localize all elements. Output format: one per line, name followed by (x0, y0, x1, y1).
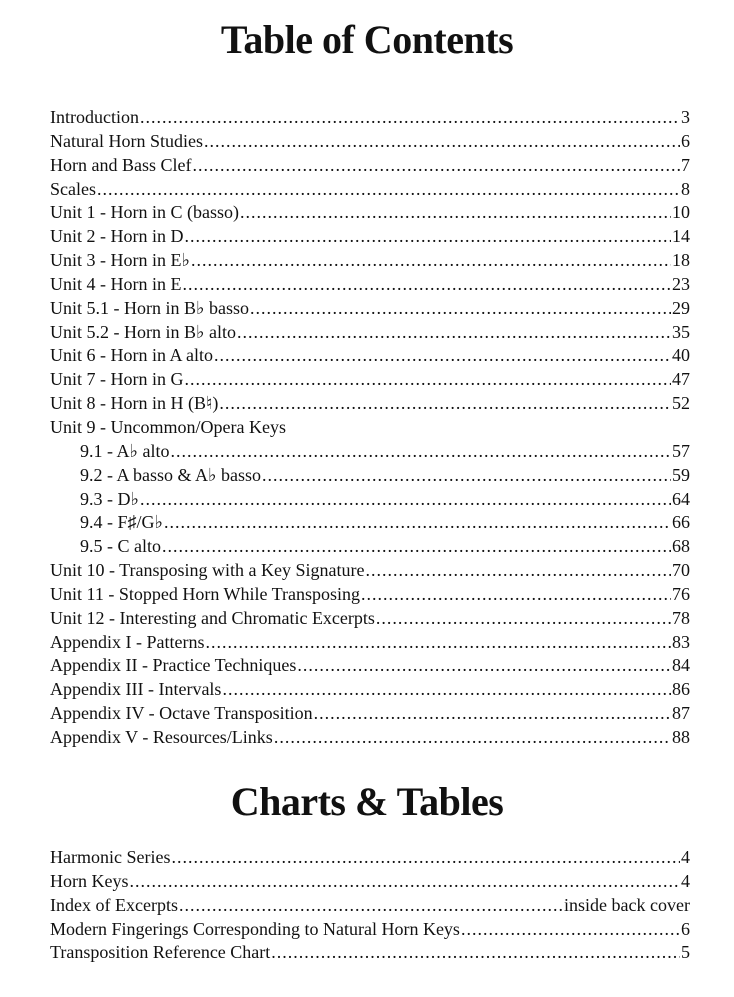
entry-page-number: 84 (672, 655, 690, 676)
dot-leader (140, 488, 671, 512)
toc-list (50, 106, 690, 750)
dot-leader (366, 559, 672, 583)
entry-page-number: 18 (672, 250, 690, 271)
entry-label: Unit 12 - Interesting and Chromatic Excerpts (50, 607, 375, 628)
entry-page-number: 6 (681, 130, 690, 151)
dot-leader (461, 918, 680, 942)
toc-entry (50, 654, 690, 678)
entry-label: Harmonic Series (50, 847, 171, 867)
toc-entry (50, 607, 690, 631)
dot-leader (376, 607, 671, 631)
entry-label: Unit 5.1 - Horn in B♭ basso (50, 297, 249, 318)
toc-entry (50, 225, 690, 249)
dot-leader (274, 726, 671, 750)
charts-entry (50, 846, 690, 870)
toc-entry (50, 702, 690, 726)
entry-label: Appendix III - Intervals (50, 679, 222, 700)
entry-label: Unit 8 - Horn in H (B♮) (50, 393, 219, 414)
dot-leader (170, 440, 671, 464)
entry-page-number: 40 (672, 345, 690, 366)
entry-label: Horn Keys (50, 870, 129, 891)
entry-label: Transposition Reference Chart (50, 942, 271, 963)
dot-leader (171, 846, 680, 870)
toc-entry (50, 392, 690, 416)
entry-page-number: 76 (672, 583, 690, 604)
entry-page-number: 66 (672, 512, 690, 533)
entry-label: Appendix I - Patterns (50, 631, 205, 652)
entry-label: Unit 9 - Uncommon/Opera Keys (50, 416, 286, 437)
toc-entry (50, 321, 690, 345)
toc-entry (50, 511, 690, 535)
toc-entry (50, 249, 690, 273)
entry-label: Unit 7 - Horn in G (50, 369, 184, 390)
entry-page-number: 23 (672, 273, 690, 294)
entry-page-number: 64 (672, 488, 690, 509)
toc-entry (50, 559, 690, 583)
entry-page-number: 10 (672, 202, 690, 223)
toc-title: Table of Contents (220, 17, 514, 62)
entry-label: Unit 6 - Horn in A alto (50, 345, 213, 366)
dot-leader (314, 702, 671, 726)
entry-label: Natural Horn Studies (50, 130, 203, 151)
dot-leader (205, 631, 671, 655)
entry-label: Unit 3 - Horn in E♭ (50, 250, 190, 271)
entry-label: 9.4 - F♯/G♭ (80, 512, 163, 533)
charts-entry (50, 918, 690, 942)
entry-label: 9.2 - A basso & A♭ basso (80, 464, 262, 485)
entry-page-number: 68 (672, 536, 690, 557)
dot-leader (97, 178, 680, 202)
toc-entry (50, 178, 690, 202)
dot-leader (130, 870, 681, 894)
charts-entry (50, 941, 690, 965)
entry-page-number: 8 (681, 178, 690, 199)
entry-page-number: 14 (672, 226, 690, 247)
entry-label: Introduction (50, 107, 139, 127)
dot-leader (271, 941, 680, 965)
entry-label: Unit 4 - Horn in E (50, 273, 182, 294)
toc-entry (50, 464, 690, 488)
entry-page-number: 7 (681, 154, 690, 175)
toc-entry (50, 416, 690, 440)
entry-label: Unit 10 - Transposing with a Key Signature (50, 560, 365, 581)
entry-page-number: 5 (681, 942, 690, 963)
entry-label: Unit 2 - Horn in D (50, 226, 184, 247)
entry-label: Index of Excerpts (50, 894, 178, 915)
entry-page-number: 78 (672, 607, 690, 628)
entry-label: Unit 5.2 - Horn in B♭ alto (50, 321, 236, 342)
entry-label: Unit 11 - Stopped Horn While Transposing (50, 583, 361, 604)
dot-leader (185, 225, 672, 249)
entry-page-number: 59 (672, 464, 690, 485)
dot-leader (219, 392, 671, 416)
entry-label: Unit 1 - Horn in C (basso) (50, 202, 239, 223)
toc-entry (50, 726, 690, 750)
toc-entry (50, 154, 690, 178)
entry-page-number: 35 (672, 321, 690, 342)
entry-label: Modern Fingerings Corresponding to Natural Horn Keys (50, 918, 460, 939)
entry-label: Appendix IV - Octave Transposition (50, 703, 313, 724)
charts-entry (50, 870, 690, 894)
entry-label: Appendix V - Resources/Links (50, 726, 273, 747)
dot-leader (250, 297, 671, 321)
dot-leader (297, 654, 671, 678)
toc-entry (50, 488, 690, 512)
entry-page-number: 29 (672, 297, 690, 318)
entry-page-number: 4 (681, 847, 690, 867)
toc-entry (50, 583, 690, 607)
toc-entry (50, 535, 690, 559)
entry-page-number: 6 (681, 918, 690, 939)
toc-entry (50, 106, 690, 130)
dot-leader (222, 678, 671, 702)
entry-page-number: 88 (672, 726, 690, 747)
charts-title: Charts & Tables (230, 779, 504, 824)
entry-page-number: 4 (681, 870, 690, 891)
entry-page-number: 57 (672, 440, 690, 461)
charts-list (50, 846, 690, 965)
dot-leader (179, 894, 563, 918)
entry-label: 9.3 - D♭ (80, 488, 139, 509)
entry-label: Scales (50, 178, 96, 199)
entry-page-number: 83 (672, 631, 690, 652)
entry-label: Horn and Bass Clef (50, 154, 192, 175)
entry-page-number: 87 (672, 703, 690, 724)
entry-label: Appendix II - Practice Techniques (50, 655, 297, 676)
toc-entry (50, 201, 690, 225)
toc-entry (50, 297, 690, 321)
entry-label: 9.1 - A♭ alto (80, 440, 170, 461)
dot-leader (214, 344, 671, 368)
dot-leader (182, 273, 671, 297)
dot-leader (192, 154, 680, 178)
dot-leader (240, 201, 671, 225)
dot-leader (140, 106, 680, 130)
toc-entry (50, 678, 690, 702)
dot-leader (162, 535, 671, 559)
entry-page-number: 52 (672, 393, 690, 414)
dot-leader (185, 368, 672, 392)
entry-page-number: inside back cover (564, 894, 690, 915)
toc-entry (50, 368, 690, 392)
charts-entry (50, 894, 690, 918)
dot-leader (237, 321, 671, 345)
entry-page-number: 47 (672, 369, 690, 390)
toc-entry (50, 631, 690, 655)
dot-leader (361, 583, 671, 607)
toc-entry (50, 130, 690, 154)
entry-page-number: 86 (672, 679, 690, 700)
dot-leader (164, 511, 671, 535)
toc-entry (50, 344, 690, 368)
dot-leader (191, 249, 671, 273)
entry-page-number: 3 (681, 107, 690, 127)
dot-leader (262, 464, 671, 488)
entry-label: 9.5 - C alto (80, 536, 161, 557)
toc-entry (50, 440, 690, 464)
dot-leader (204, 130, 680, 154)
entry-page-number: 70 (672, 560, 690, 581)
toc-entry (50, 273, 690, 297)
